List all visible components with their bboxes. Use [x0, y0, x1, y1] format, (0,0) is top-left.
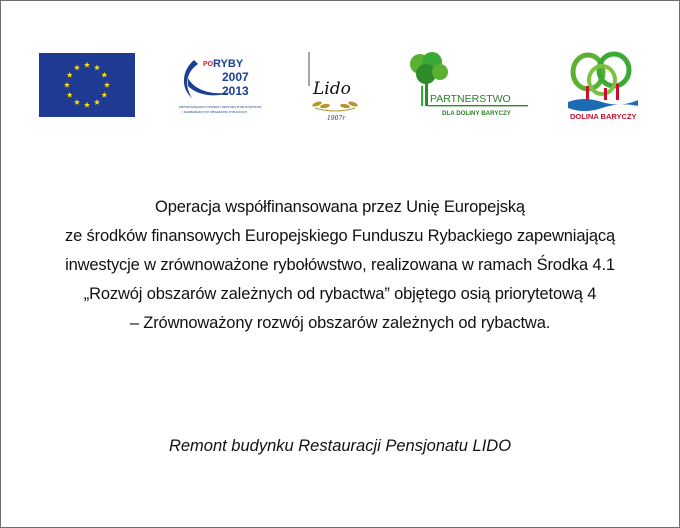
project-title: Remont budynku Restauracji Pensjonatu LIDO [168, 437, 512, 455]
year-end: 2013 [222, 84, 249, 98]
lido-logo [303, 50, 367, 122]
statement-line-3: inwestycje w zrównoważone rybołówstwo, realizowana w ramach Środka 4.1 [65, 256, 615, 274]
po-ryby-caption-1: ZRÓWNOWAŻONY ROZWÓJ SEKTORA RYBOŁÓWSTWA [179, 105, 262, 109]
dolina-baryczy-logo [564, 50, 642, 122]
partnerstwo-sub: DLA DOLINY BARYCZY [442, 110, 511, 117]
year-start: 2007 [222, 70, 249, 84]
partnerstwo-logo [406, 50, 530, 120]
statement-line-1: Operacja współfinansowana przez Unię Europejską [155, 198, 525, 216]
co-financing-statement [0, 193, 680, 338]
lido-year: 1907r [327, 115, 346, 122]
eu-flag-icon [39, 53, 135, 117]
statement-line-2: ze środków finansowych Europejskiego Funduszu Rybackiego zapewniającą [64, 227, 616, 245]
partnerstwo-label: PARTNERSTWO [430, 93, 511, 105]
po-ryby-caption-2: I NADBRZEŻNYCH OBSZARÓW RYBACKICH [182, 110, 247, 114]
po-label: PO [203, 61, 214, 68]
ryby-label: RYBY [213, 58, 244, 70]
po-ryby-logo [176, 52, 268, 118]
lido-name: Lido [313, 79, 351, 99]
statement-line-4: „Rozwój obszarów zależnych od rybactwa” objętego osią priorytetową 4 [83, 285, 597, 303]
dolina-label: DOLINA BARYCZY [570, 112, 637, 121]
statement-line-5: – Zrównoważony rozwój obszarów zależnych od rybactwa. [129, 314, 551, 332]
